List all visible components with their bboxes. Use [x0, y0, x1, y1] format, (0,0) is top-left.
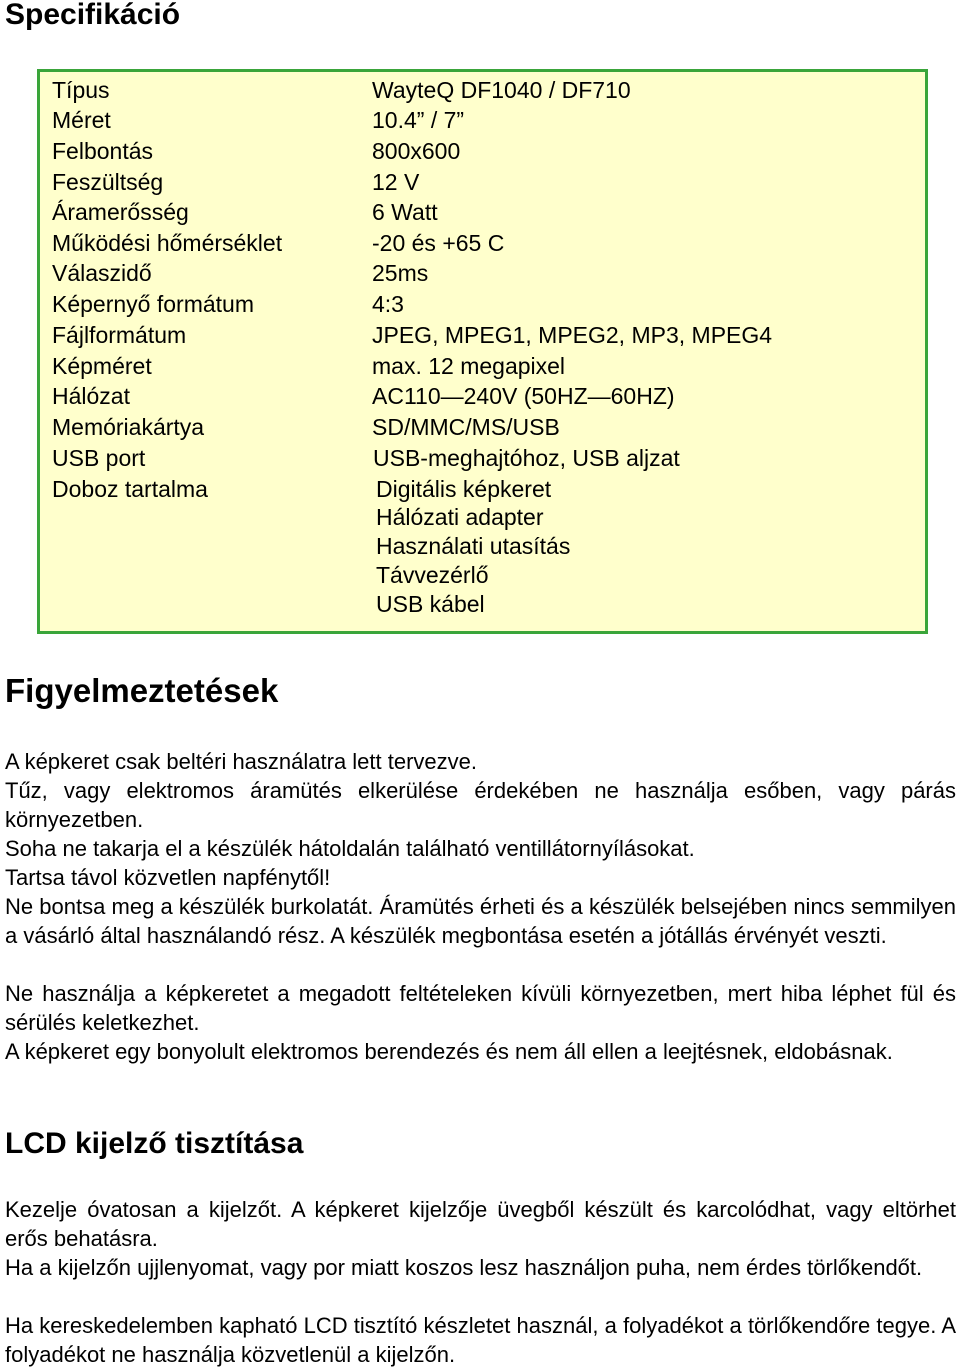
spec-row-resolution [40, 136, 925, 166]
list-item: Hálózati adapter [376, 504, 544, 530]
spec-label: Hálózat [52, 383, 130, 409]
spec-row-screen-format [40, 289, 925, 319]
spec-label: USB port [52, 445, 146, 471]
spec-label: Képméret [52, 353, 152, 379]
spec-row-response-time [40, 258, 925, 288]
spec-value: WayteQ DF1040 / DF710 [372, 77, 631, 103]
spec-label: Doboz tartalma [52, 476, 208, 502]
list-item: Használati utasítás [376, 533, 571, 559]
spec-row-image-size [40, 351, 925, 381]
spec-value: USB-meghajtóhoz, USB aljzat [373, 445, 680, 471]
spec-label: Fájlformátum [52, 322, 187, 348]
spec-label: Képernyő formátum [52, 291, 254, 317]
spec-label: Áramerősség [52, 199, 189, 225]
warning-paragraph: Tűz, vagy elektromos áramütés elkerülése érdekében ne használja esőben, vagy párás környezetben. [5, 778, 956, 832]
page-title: Specifikáció [5, 0, 181, 31]
section-heading-warnings: Figyelmeztetések [5, 672, 279, 709]
spec-value: 25ms [372, 260, 429, 286]
specification-table [37, 69, 928, 634]
warning-paragraph: A képkeret egy bonyolult elektromos berendezés és nem áll ellen a leejtésnek, eldobásnak. [5, 1039, 893, 1064]
spec-value: 12 V [372, 169, 420, 195]
spec-value: 10.4” / 7” [372, 107, 465, 133]
list-item: USB kábel [376, 591, 485, 617]
spec-row-operating-temp [40, 228, 925, 258]
spec-row-memory-card [40, 412, 925, 442]
spec-value: JPEG, MPEG1, MPEG2, MP3, MPEG4 [372, 322, 773, 348]
spec-row-current [40, 197, 925, 227]
spec-value: AC110—240V (50HZ—60HZ) [372, 383, 675, 409]
spec-label: Feszültség [52, 169, 164, 195]
spec-label: Felbontás [52, 138, 154, 164]
spec-label: Működési hőmérséklet [52, 230, 283, 256]
spec-row-network [40, 381, 925, 411]
lcd-paragraph: Ha a kijelzőn ujjlenyomat, vagy por miatt koszos lesz használjon puha, nem érdes törlőkendőt. [5, 1255, 923, 1280]
spec-row-box-contents [40, 474, 925, 504]
spec-value: -20 és +65 C [372, 230, 505, 256]
spec-row-size [40, 105, 925, 135]
spec-value: 800x600 [372, 138, 461, 164]
spec-value: SD/MMC/MS/USB [372, 414, 560, 440]
lcd-paragraph: Kezelje óvatosan a kijelzőt. A képkeret kijelzője üvegből készült és karcolódhat, vagy eltörhet erős behatásra. [5, 1197, 956, 1251]
spec-value: 4:3 [372, 291, 404, 317]
spec-row-voltage [40, 167, 925, 197]
spec-label: Méret [52, 107, 111, 133]
spec-label: Válaszidő [52, 260, 152, 286]
warning-paragraph: Tartsa távol közvetlen napfénytől! [5, 865, 331, 890]
spec-label: Memóriakártya [52, 414, 205, 440]
spec-label: Típus [52, 77, 110, 103]
warning-paragraph: A képkeret csak beltéri használatra lett tervezve. [5, 749, 478, 774]
lcd-paragraph: Ha kereskedelemben kapható LCD tisztító készletet használ, a folyadékot a törlőkendőre tegye. A folyadékot ne használja közvetlenül a kijelzőn. [5, 1313, 956, 1367]
spec-value: max. 12 megapixel [372, 353, 566, 379]
box-contents-list [376, 503, 570, 619]
spec-row-type [40, 75, 925, 105]
spec-row-usb-port [40, 443, 925, 473]
list-item: Távvezérlő [376, 562, 489, 588]
warning-paragraph: Ne bontsa meg a készülék burkolatát. Áramütés érheti és a készülék belsejében nincs semmilyen a vásárló által használandó rész. A készülék megbontása esetén a jótállás érvényét veszti. [5, 894, 956, 948]
warning-paragraph: Ne használja a képkeretet a megadott feltételeken kívüli környezetben, mert hiba léphet fül és sérülés keletkezhet. [5, 981, 956, 1035]
spec-value: 6 Watt [372, 199, 438, 225]
section-heading-lcd-cleaning: LCD kijelző tisztítása [5, 1127, 304, 1160]
warning-paragraph: Soha ne takarja el a készülék hátoldalán található ventillátornyílásokat. [5, 836, 695, 861]
spec-value: Digitális képkeret [376, 476, 552, 502]
spec-row-file-format [40, 320, 925, 350]
